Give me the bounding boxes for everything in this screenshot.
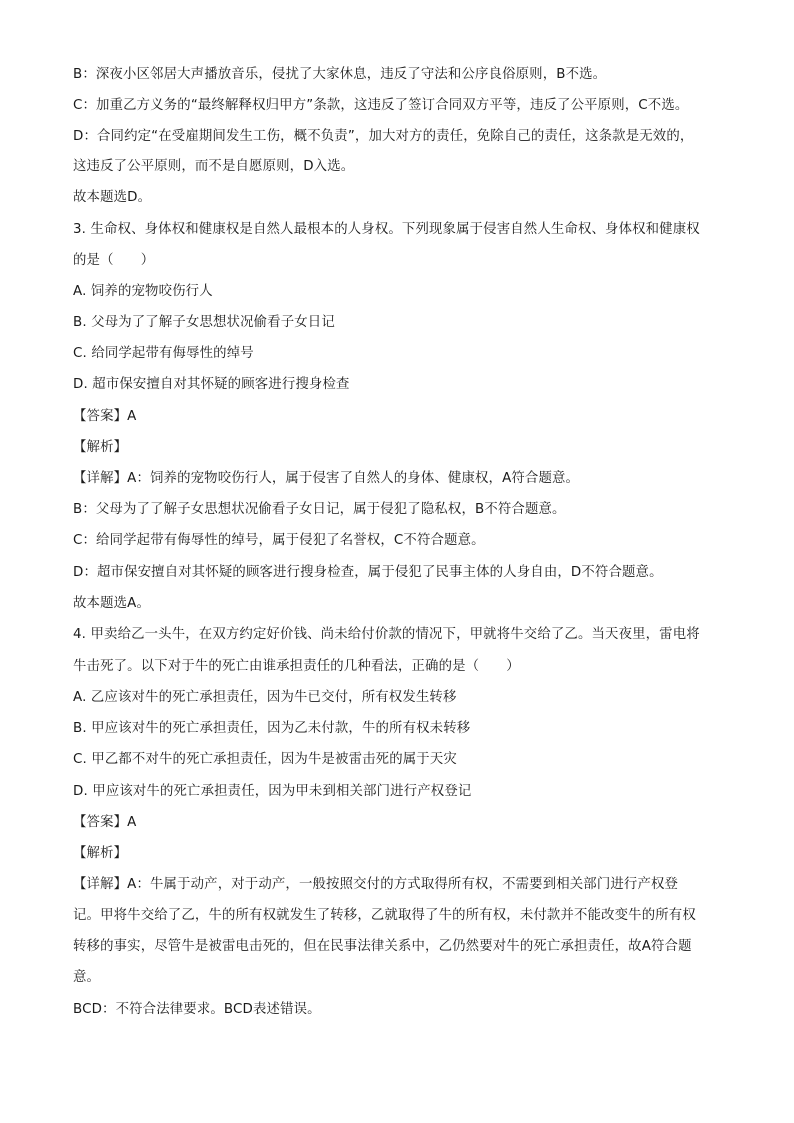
explanation-line-d: D：合同约定“在受雇期间发生工伤，概不负责”，加大对方的责任，免除自己的责任，这条款是无效的， bbox=[73, 129, 694, 144]
question-4-stem: 4. 甲卖给乙一头牛，在双方约定好价钱、尚未给付价款的情况下，甲就将牛交给了乙。当天夜里，雷电将 bbox=[73, 627, 700, 642]
question-4-detail-bcd: BCD：不符合法律要求。BCD表述错误。 bbox=[73, 1002, 321, 1017]
question-3-answer: 【答案】A bbox=[73, 409, 137, 424]
question-4-option-a: A. 乙应该对牛的死亡承担责任，因为牛已交付，所有权发生转移 bbox=[73, 690, 457, 705]
question-3-option-a: A. 饲养的宠物咬伤行人 bbox=[73, 284, 213, 299]
conclusion-q3: 故本题选A。 bbox=[73, 596, 151, 611]
question-4-option-b: B. 甲应该对牛的死亡承担责任，因为乙未付款，牛的所有权未转移 bbox=[73, 721, 471, 736]
question-3-option-c: C. 给同学起带有侮辱性的绰号 bbox=[73, 346, 254, 361]
question-4-option-d: D. 甲应该对牛的死亡承担责任，因为甲未到相关部门进行产权登记 bbox=[73, 784, 472, 799]
question-4-option-c: C. 甲乙都不对牛的死亡承担责任，因为牛是被雷击死的属于天灾 bbox=[73, 752, 457, 767]
question-4-detail-a-cont-3: 意。 bbox=[73, 970, 101, 985]
question-3-stem: 3. 生命权、身体权和健康权是自然人最根本的人身权。下列现象属于侵害自然人生命权、身体权和健康权 bbox=[73, 222, 700, 237]
question-3-stem-cont: 的是（ ） bbox=[73, 253, 155, 268]
question-4-detail-a-cont-2: 转移的事实，尽管牛是被雷电击死的，但在民事法律关系中，乙仍然要对牛的死亡承担责任，故A符合题 bbox=[73, 939, 692, 954]
question-3-option-b: B. 父母为了了解子女思想状况偷看子女日记 bbox=[73, 315, 335, 330]
question-3-detail-d: D：超市保安擅自对其怀疑的顾客进行搜身检查，属于侵犯了民事主体的人身自由，D不符合题意。 bbox=[73, 565, 663, 580]
question-4-detail-a: 【详解】A：牛属于动产，对于动产，一般按照交付的方式取得所有权，不需要到相关部门进行产权登 bbox=[73, 877, 679, 892]
question-3-detail-a: 【详解】A：饲养的宠物咬伤行人，属于侵害了自然人的身体、健康权，A符合题意。 bbox=[73, 471, 580, 486]
question-4-answer: 【答案】A bbox=[73, 815, 137, 830]
explanation-line-d-cont: 这违反了公平原则，而不是自愿原则，D入选。 bbox=[73, 159, 355, 174]
question-3-option-d: D. 超市保安擅自对其怀疑的顾客进行搜身检查 bbox=[73, 377, 350, 392]
question-3-detail-c: C：给同学起带有侮辱性的绰号，属于侵犯了名誉权，C不符合题意。 bbox=[73, 533, 485, 548]
question-4-detail-a-cont-1: 记。甲将牛交给了乙，牛的所有权就发生了转移，乙就取得了牛的所有权，未付款并不能改变牛的所有权 bbox=[73, 908, 696, 923]
explanation-line-b: B：深夜小区邻居大声播放音乐，侵扰了大家休息，违反了守法和公序良俗原则，B不选。 bbox=[73, 67, 607, 82]
question-4-analysis-heading: 【解析】 bbox=[73, 846, 128, 861]
question-3-analysis-heading: 【解析】 bbox=[73, 440, 128, 455]
conclusion-q2: 故本题选D。 bbox=[73, 190, 152, 205]
question-3-detail-b: B：父母为了了解子女思想状况偷看子女日记，属于侵犯了隐私权，B不符合题意。 bbox=[73, 502, 566, 517]
explanation-line-c: C：加重乙方义务的“最终解释权归甲方”条款，这违反了签订合同双方平等，违反了公平原则，C不选。 bbox=[73, 98, 689, 113]
question-4-stem-cont: 牛击死了。以下对于牛的死亡由谁承担责任的几种看法，正确的是（ ） bbox=[73, 659, 520, 674]
